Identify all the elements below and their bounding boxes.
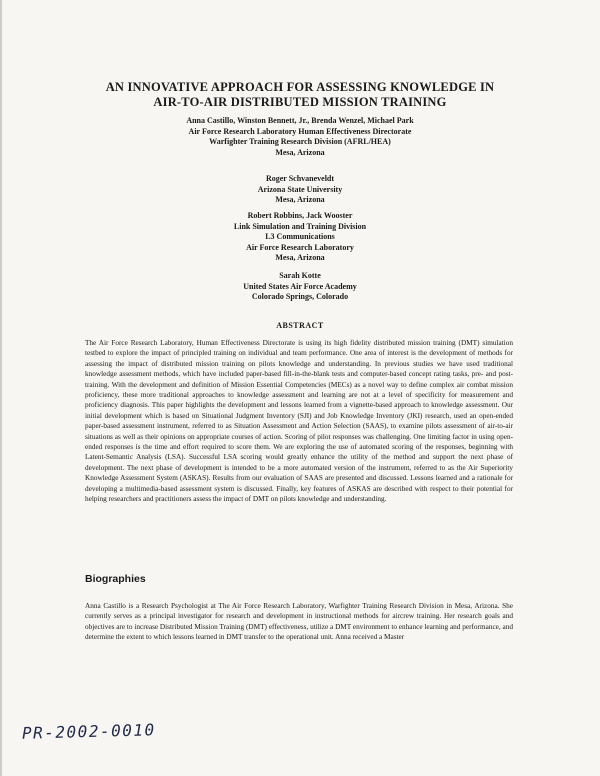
biographies-heading: Biographies bbox=[85, 573, 146, 585]
title-line-1: AN INNOVATIVE APPROACH FOR ASSESSING KNOWLEDGE IN bbox=[105, 80, 495, 94]
affiliation-location: Mesa, Arizona bbox=[275, 195, 325, 204]
biographies-body: Anna Castillo is a Research Psychologist at The Air Force Research Laboratory, Warfighter Training Research Division in Mesa, Arizona. She currently serves as a principal investigator for research and development in instructional methods for aircrew training. Her research goals and objectives are to increase Distributed Mission Training (DMT) effectiveness, utilize a DMT environment to enhance learning and performance, and determine the extent to which lessons learned in DMT transfer to the operational unit. Anna received a Master bbox=[85, 602, 513, 642]
affiliation-block-3 bbox=[100, 211, 500, 264]
abstract-heading: ABSTRACT bbox=[276, 321, 324, 330]
affiliation-line: United States Air Force Academy bbox=[243, 281, 357, 291]
affiliation-line: Air Force Research Laboratory Human Effectiveness Directorate bbox=[188, 126, 412, 136]
affiliation-block-4 bbox=[100, 271, 500, 303]
handwritten-document-number: PR-2002-0010 bbox=[21, 720, 156, 743]
author-names: Robert Robbins, Jack Wooster bbox=[247, 211, 353, 220]
affiliation-line: Warfighter Training Research Division (AFRL/HEA) bbox=[209, 137, 391, 146]
author-names: Anna Castillo, Winston Bennett, Jr., Brenda Wenzel, Michael Park bbox=[186, 116, 414, 125]
affiliation-line: Air Force Research Laboratory bbox=[246, 242, 354, 252]
affiliation-block-1 bbox=[100, 116, 500, 158]
affiliation-block-2 bbox=[100, 174, 500, 206]
affiliation-line: Link Simulation and Training Division bbox=[233, 221, 367, 231]
author-names: Roger Schvaneveldt bbox=[265, 174, 335, 183]
affiliation-location: Mesa, Arizona bbox=[275, 147, 325, 157]
author-names: Sarah Kotte bbox=[279, 271, 321, 280]
abstract-body: The Air Force Research Laboratory, Human Effectiveness Directorate is using its high fidelity distributed mission training (DMT) simulation testbed to explore the impact of principled training on individual and team performance. One area of interest is the development of methods for assessing the impact of distributed mission training on pilots knowledge and understanding. In previous studies we have used traditional knowledge assessment methods, which have included paper-based fill-in-the-blank tests and computer-based concept rating tasks, pre- and post-training. With the development and definition of Mission Essential Competencies (MECs) as a novel way to define complex air combat mission proficiency, these more traditional approaches to knowledge assessment and learning are not at a level of specificity for measurement and proficiency diagnosis. This paper highlights the development and lessons learned from a vignette-based approach to knowledge assessment. Our initial development which is based on Situational Judgment Inventory (SJI) and Job Knowledge Inventory (JKI) research, used an open-ended paper-based assessment instrument, referred to as Situation Assessment and Action Selection (SAAS), to examine pilots assessment of air-to-air situations as well as their opinions on appropriate courses of action. Scoring of pilot responses was challenging. One limiting factor in using open-ended responses is the time and effort required to score them. We are exploring the use of automated scoring of the responses, beginning with Latent-Semantic Analysis (LSA). Successful LSA scoring would greatly enhance the utility of the method and support the next phase of development. The next phase of development is intended to be a more automated version of the instrument, referred to as the Air Superiority Knowledge Assessment System (ASKAS). Results from our evaluation of SAAS are presented and discussed. Lessons learned and a rationale for developing a multimedia-based assessment system is discussed. Finally, key features of ASKAS are described with respect to their potential for helping researchers and practitioners assess the impact of DMT on pilots knowledge and understanding. bbox=[85, 339, 513, 504]
affiliation-location: Colorado Springs, Colorado bbox=[251, 292, 349, 301]
paper-title bbox=[60, 80, 540, 110]
scan-edge bbox=[0, 0, 2, 776]
affiliation-line: Arizona State University bbox=[257, 184, 343, 194]
affiliation-line: L3 Communications bbox=[265, 232, 335, 241]
affiliation-location: Mesa, Arizona bbox=[275, 253, 325, 262]
title-line-2: AIR-TO-AIR DISTRIBUTED MISSION TRAINING bbox=[153, 95, 447, 109]
